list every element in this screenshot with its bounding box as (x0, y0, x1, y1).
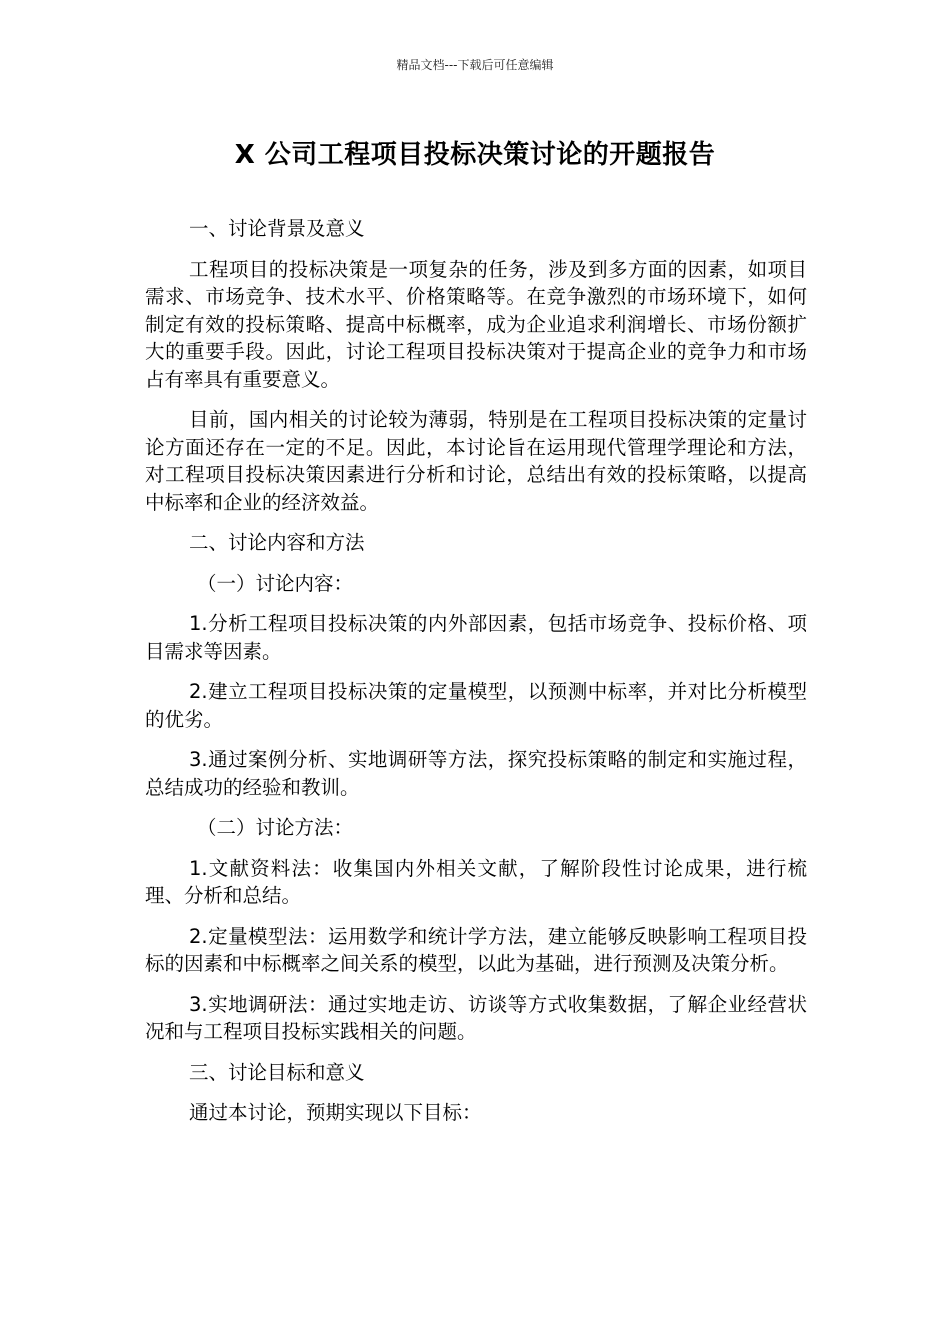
list-item-method-3: 3.实地调研法：通过实地走访、访谈等方式收集数据，了解企业经营状况和与工程项目投标实践相关的问题。 (145, 992, 807, 1043)
section-heading-2: 二、讨论内容和方法 (189, 531, 365, 554)
list-item-content-3: 3.通过案例分析、实地调研等方法，探究投标策略的制定和实施过程，总结成功的经验和教训。 (145, 748, 807, 799)
document-body (145, 215, 807, 1140)
section-heading-3: 三、讨论目标和意义 (189, 1060, 365, 1084)
list-item-content-2: 2.建立工程项目投标决策的定量模型，以预测中标率，并对比分析模型的优劣。 (145, 680, 807, 731)
list-item-method-1: 1.文献资料法：收集国内外相关文献，了解阶段性讨论成果，进行梳理、分析和总结。 (145, 856, 807, 907)
document-title: X 公司工程项目投标决策讨论的开题报告 (234, 140, 716, 170)
section-heading-1: 一、讨论背景及意义 (189, 217, 365, 240)
subsection-heading-content: （一）讨论内容： (197, 571, 354, 595)
page-header: 精品文档---下载后可任意编辑 (396, 58, 554, 72)
paragraph-goals-intro: 通过本讨论，预期实现以下目标： (189, 1101, 482, 1124)
list-item-method-2: 2.定量模型法：运用数学和统计学方法，建立能够反映影响工程项目投标的因素和中标概率之间关系的模型，以此为基础，进行预测及决策分析。 (145, 924, 807, 975)
subsection-heading-method: （二）讨论方法： (197, 816, 354, 839)
list-item-content-1: 1.分析工程项目投标决策的内外部因素，包括市场竞争、投标价格、项目需求等因素。 (145, 612, 807, 663)
paragraph-background: 工程项目的投标决策是一项复杂的任务，涉及到多方面的因素，如项目需求、市场竞争、技术水平、价格策略等。在竞争激烈的市场环境下，如何制定有效的投标策略、提高中标概率，成为企业追求利润增长、市场份额扩大的重要手段。因此，讨论工程项目投标决策对于提高企业的竞争力和市场占有率具有重要意义。 (145, 257, 807, 391)
paragraph-current-status: 目前，国内相关的讨论较为薄弱，特别是在工程项目投标决策的定量讨论方面还存在一定的不足。因此，本讨论旨在运用现代管理学理论和方法，对工程项目投标决策因素进行分析和讨论，总结出有效的投标策略，以提高中标率和企业的经济效益。 (145, 408, 807, 514)
